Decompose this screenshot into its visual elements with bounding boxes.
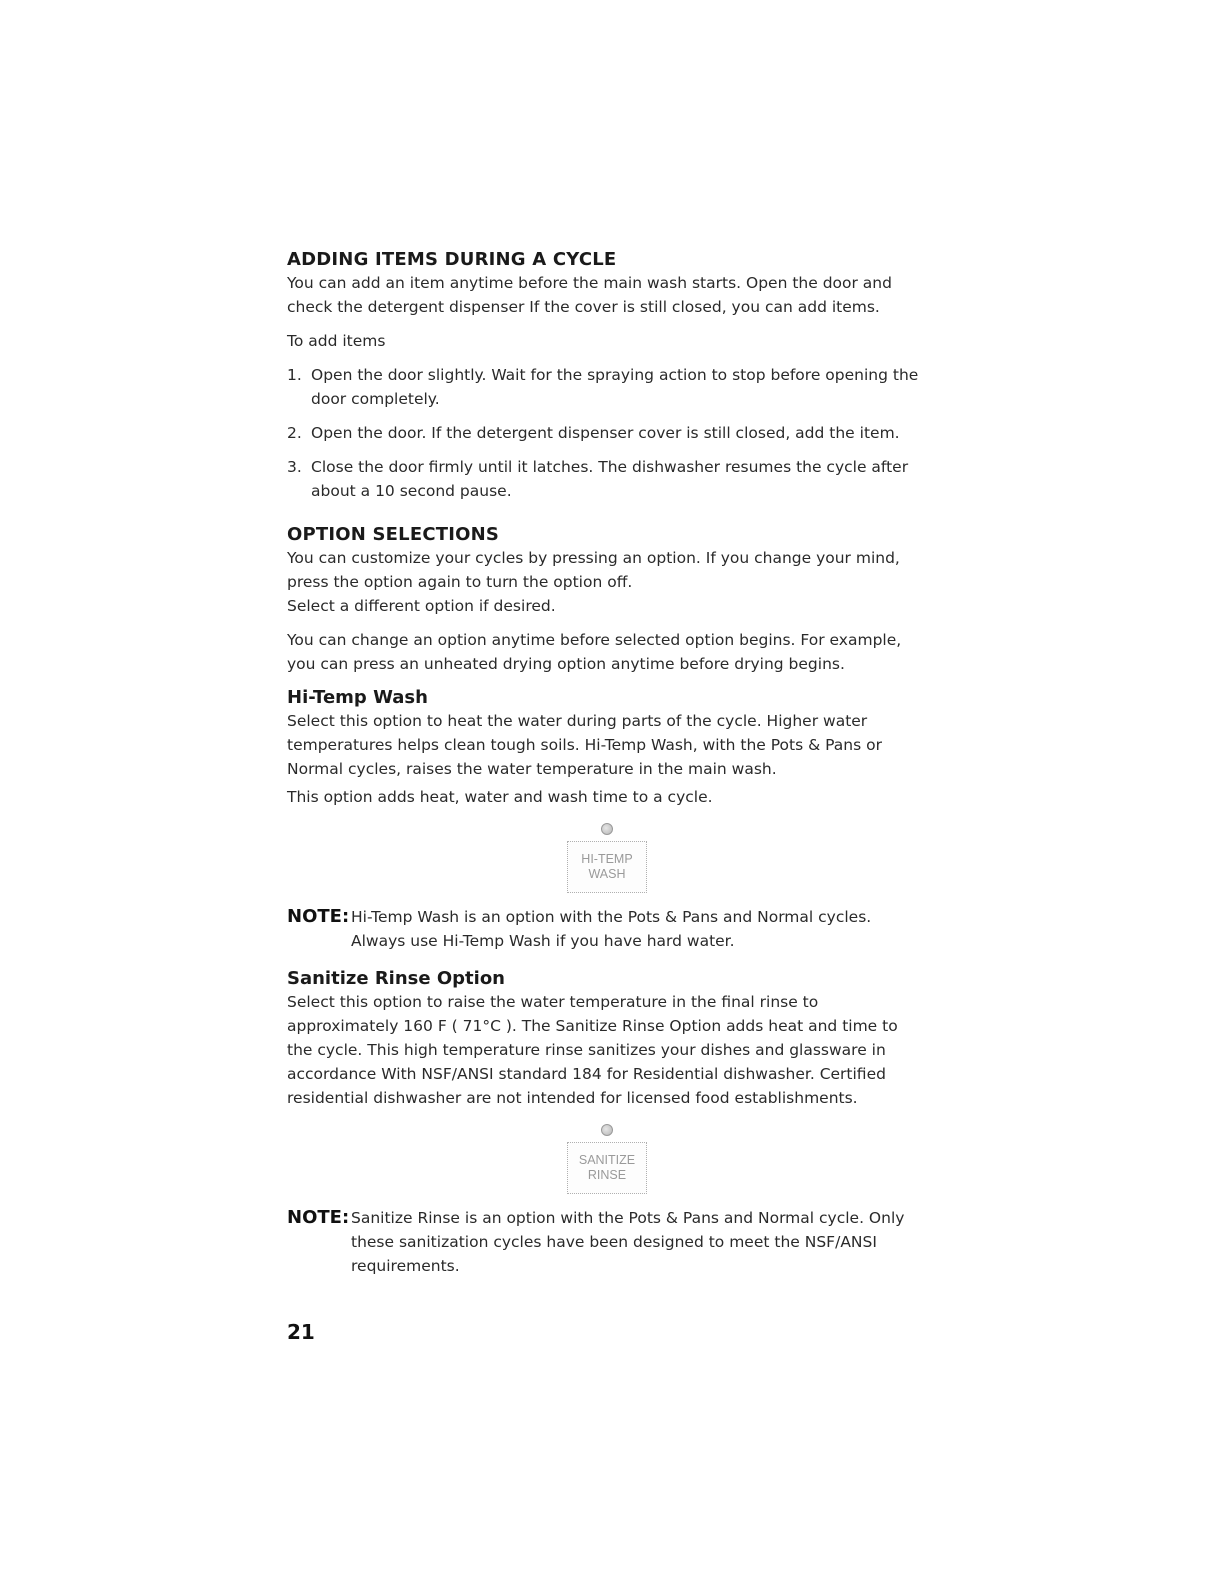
hi-temp-note [287, 905, 927, 953]
option-selections-heading: OPTION SELECTIONS [287, 524, 500, 545]
button-label-line1: HI-TEMP [581, 852, 633, 866]
button-label-line2: RINSE [587, 1168, 627, 1182]
step-number: 2. [287, 424, 302, 442]
adding-items-heading: ADDING ITEMS DURING A CYCLE [287, 249, 617, 270]
step-text: Open the door. If the detergent dispenser cover is still closed, add the item. [311, 424, 900, 442]
button-label-line2: WASH [588, 867, 626, 881]
sanitize-rinse-p1: Select this option to raise the water temperature in the final rinse to approximately 160 F ( 71°C ). The Sanitize Rinse Option adds heat and time to the cycle. This high temperature rinse sanitizes your dishes and glassware in accordance With NSF/ANSI standard 184 for Residential dishwasher. Certified residential dishwasher are not intended for licensed food establishments. [287, 993, 898, 1107]
button-label-line1: SANITIZE [578, 1153, 636, 1167]
indicator-light-icon [601, 823, 613, 835]
manual-page [287, 248, 927, 1278]
hi-temp-wash-p1: Select this option to heat the water during parts of the cycle. Higher water temperatures helps clean tough soils. Hi-Temp Wash, with the Pots & Pans or Normal cycles, raises the water temperature in the main wash. [287, 712, 882, 778]
sanitize-note [287, 1206, 927, 1278]
step-number: 1. [287, 366, 302, 384]
option-selections-p1: You can customize your cycles by pressing an option. If you change your mind, press the option again to turn the option off. [287, 549, 900, 591]
note-text: Hi-Temp Wash is an option with the Pots & Pans and Normal cycles. Always use Hi-Temp Wash if you have hard water. [351, 908, 872, 950]
indicator-light-icon [601, 1124, 613, 1136]
sanitize-rinse-heading: Sanitize Rinse Option [287, 968, 505, 989]
note-text: Sanitize Rinse is an option with the Pots & Pans and Normal cycle. Only these sanitization cycles have been designed to meet the NSF/ANSI requirements. [351, 1209, 905, 1275]
hi-temp-wash-button [567, 841, 647, 893]
step-item [287, 455, 927, 503]
adding-items-intro: You can add an item anytime before the main wash starts. Open the door and check the detergent dispenser If the cover is still closed, you can add items. [287, 274, 892, 316]
sanitize-rinse-button [567, 1142, 647, 1194]
to-add-items-label: To add items [287, 332, 386, 350]
step-text: Open the door slightly. Wait for the spraying action to stop before opening the door completely. [311, 366, 919, 408]
step-item [287, 421, 927, 445]
note-label: NOTE: [287, 1207, 350, 1228]
step-text: Close the door firmly until it latches. The dishwasher resumes the cycle after about a 10 second pause. [311, 458, 909, 500]
step-item [287, 363, 927, 411]
hi-temp-wash-heading: Hi-Temp Wash [287, 687, 428, 708]
step-number: 3. [287, 458, 302, 476]
option-selections-p2: Select a different option if desired. [287, 597, 556, 615]
hi-temp-wash-button-figure [287, 823, 927, 893]
hi-temp-wash-p2: This option adds heat, water and wash time to a cycle. [287, 788, 713, 806]
sanitize-rinse-button-figure [287, 1124, 927, 1194]
page-number: 21 [287, 1320, 315, 1344]
add-items-steps [287, 363, 927, 503]
note-label: NOTE: [287, 906, 350, 927]
option-selections-p3: You can change an option anytime before selected option begins. For example, you can press an unheated drying option anytime before drying begins. [287, 631, 902, 673]
